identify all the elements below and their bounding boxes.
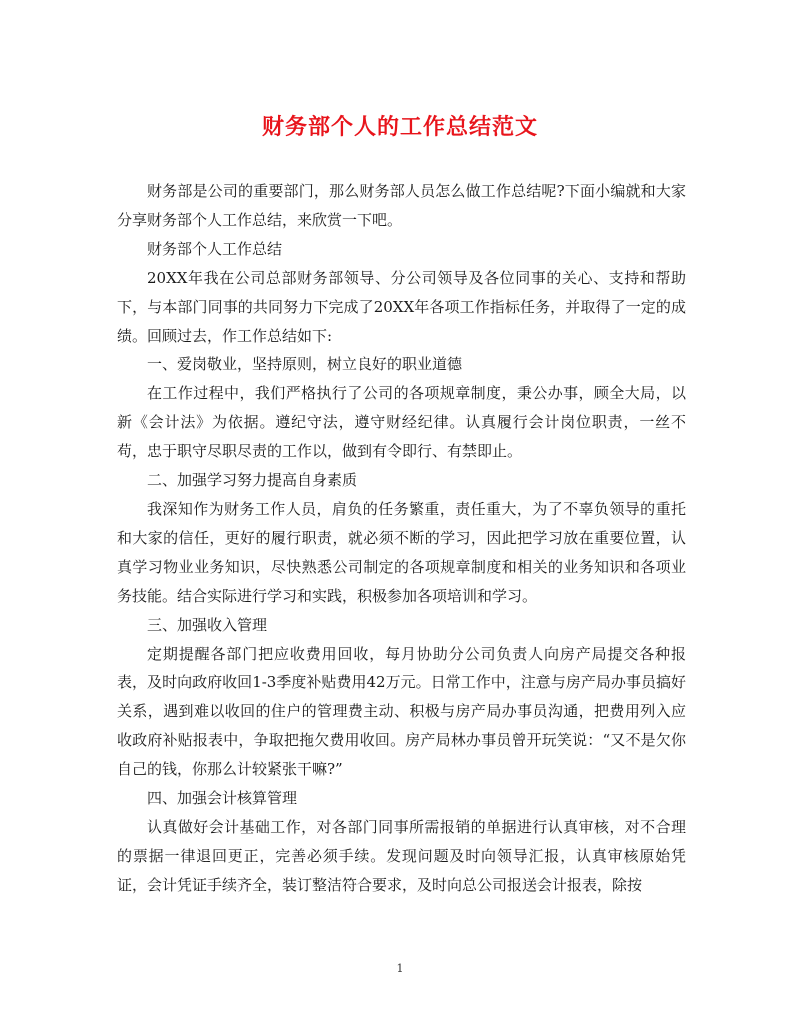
intro-paragraph: 财务部是公司的重要部门，那么财务部人员怎么做工作总结呢?下面小编就和大家分享财务部个人工作总结，来欣赏一下吧。 xyxy=(117,182,686,229)
section-2-paragraph: 我深知作为财务工作人员，肩负的任务繁重，责任重大，为了不辜负领导的重托和大家的信任，更好的履行职责，就必须不断的学习，因此把学习放在重要位置，认真学习物业业务知识，尽快熟悉公司制定的各项规章制度和相关的业务知识和各项业务技能。结合实际进行学习和实践，积极参加各项培训和学习。 xyxy=(117,499,686,605)
section-heading-3: 三、加强收入管理 xyxy=(147,615,268,634)
section-heading-summary: 财务部个人工作总结 xyxy=(147,239,283,258)
section-heading-4: 四、加强会计核算管理 xyxy=(147,789,298,808)
section-heading-1: 一、爱岗敬业，坚持原则，树立良好的职业道德 xyxy=(147,355,463,374)
section-1-paragraph: 在工作过程中，我们严格执行了公司的各项规章制度，秉公办事，顾全大局，以新《会计法》为依据。遵纪守法，遵守财经纪律。认真履行会计岗位职责，一丝不苟，忠于职守尽职尽责的工作以，做到有令即行、有禁即止。 xyxy=(117,384,686,461)
section-3-paragraph: 定期提醒各部门把应收费用回收，每月协助分公司负责人向房产局提交各种报表，及时向政府收回1-3季度补贴费用42万元。日常工作中，注意与房产局办事员搞好关系，遇到难以收回的住户的管理费主动、积极与房产局办事员沟通，把费用列入应收政府补贴报表中，争取把拖欠费用收回。房产局林办事员曾开玩笑说：“又不是欠你自己的钱，你那么计较紧张干嘛?” xyxy=(117,644,686,779)
page-number: 1 xyxy=(396,962,404,975)
section-4-paragraph: 认真做好会计基础工作，对各部门同事所需报销的单据进行认真审核，对不合理的票据一律退回更正，完善必须手续。发现问题及时向领导汇报，认真审核原始凭证，会计凭证手续齐全，装订整洁符合要求，及时向总公司报送会计报表，除按 xyxy=(117,817,686,894)
document-title: 财务部个人的工作总结范文 xyxy=(261,114,538,140)
document-body xyxy=(117,177,686,900)
overview-paragraph: 20XX年我在公司总部财务部领导、分公司领导及各位同事的关心、支持和帮助下，与本部门同事的共同努力下完成了20XX年各项工作指标任务，并取得了一定的成绩。回顾过去，作工作总结如下: xyxy=(117,268,686,345)
section-heading-2: 二、加强学习努力提高自身素质 xyxy=(147,471,358,490)
